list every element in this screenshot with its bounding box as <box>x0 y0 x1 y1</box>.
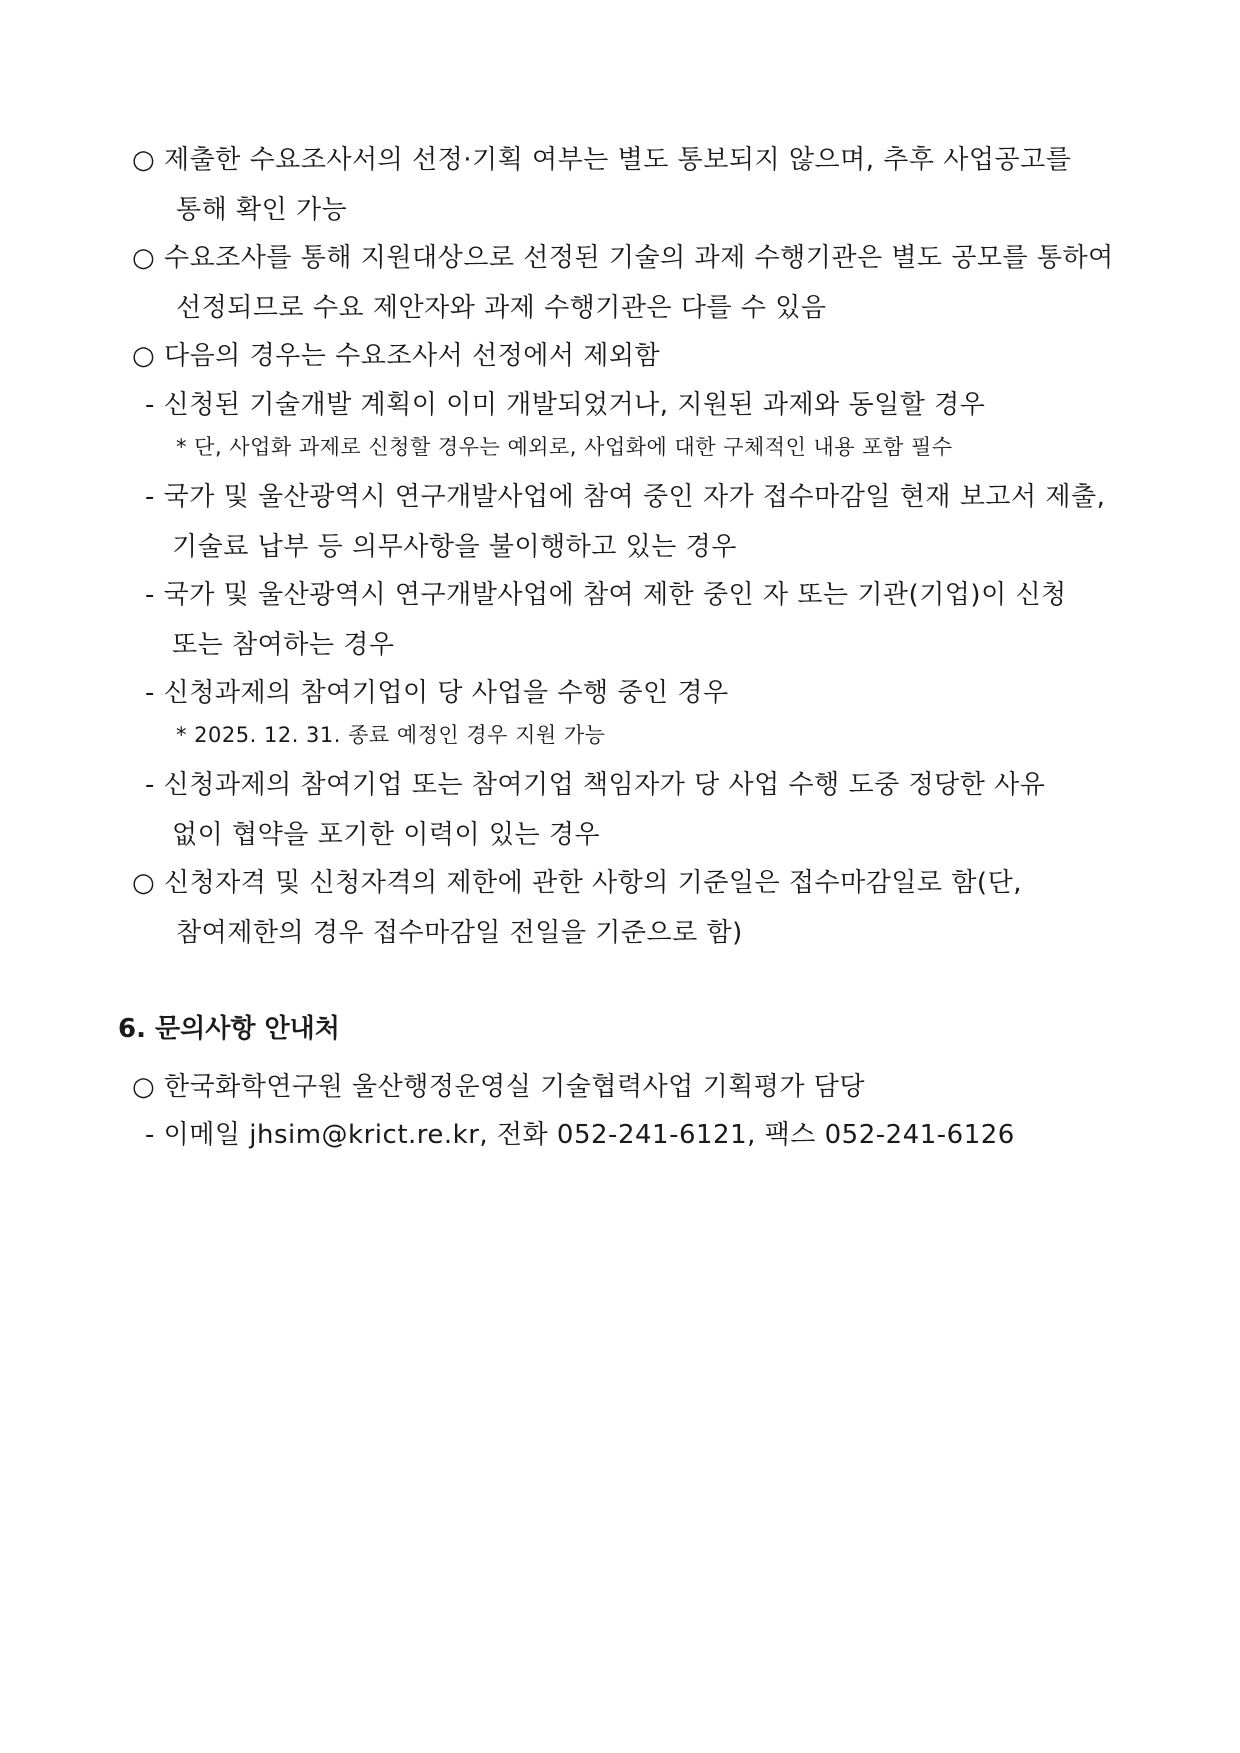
exclusion-item <box>145 760 1045 860</box>
section-heading: 6. 문의사항 안내처 <box>118 1014 340 1044</box>
contact-organization <box>132 1062 865 1112</box>
notice-line: 참여제한의 경우 접수마감일 전일을 기준으로 함) <box>176 918 743 948</box>
exclusion-item <box>145 380 985 430</box>
exclusion-line: - 신청과제의 참여기업 또는 참여기업 책임자가 당 사업 수행 도중 정당한 사유 <box>145 770 1046 800</box>
exclusion-line: 또는 참여하는 경우 <box>172 630 395 660</box>
exclusion-line: 없이 협약을 포기한 이력이 있는 경우 <box>172 820 601 850</box>
contact-detail-line: - 이메일 jhsim@krict.re.kr, 전화 052-241-6121, 팩스 052-241-6126 <box>145 1120 1015 1150</box>
notice-line: ○ 수요조사를 통해 지원대상으로 선정된 기술의 과제 수행기관은 별도 공모를 통하여 <box>132 243 1114 273</box>
exclusion-note <box>176 714 605 756</box>
notice-line: 선정되므로 수요 제안자와 과제 수행기관은 다를 수 있음 <box>176 293 827 323</box>
exclusion-line: - 국가 및 울산광역시 연구개발사업에 참여 중인 자가 접수마감일 현재 보고서 제출, <box>145 482 1106 512</box>
exclusion-note <box>176 426 953 468</box>
exclusion-line: - 신청된 기술개발 계획이 이미 개발되었거나, 지원된 과제와 동일할 경우 <box>145 390 986 420</box>
notice-line: ○ 다음의 경우는 수요조사서 선정에서 제외함 <box>132 341 661 371</box>
notice-line: ○ 신청자격 및 신청자격의 제한에 관한 사항의 기준일은 접수마감일로 함(단, <box>132 868 1022 898</box>
notice-line: 통해 확인 가능 <box>176 195 348 225</box>
notice-item-selection-result <box>132 135 1071 235</box>
exclusion-item <box>145 668 729 718</box>
exclusion-line: - 국가 및 울산광역시 연구개발사업에 참여 제한 중인 자 또는 기관(기업)이 신청 <box>145 580 1067 610</box>
exclusion-item <box>145 570 1067 670</box>
notice-item-performing-institution <box>132 233 1114 333</box>
contact-org-line: ○ 한국화학연구원 울산행정운영실 기술협력사업 기획평가 담당 <box>132 1072 866 1102</box>
exclusion-line: - 신청과제의 참여기업이 당 사업을 수행 중인 경우 <box>145 678 729 708</box>
notice-item-criteria-date <box>132 858 1022 958</box>
exclusion-line: 기술료 납부 등 의무사항을 불이행하고 있는 경우 <box>172 532 737 562</box>
notice-line: ○ 제출한 수요조사서의 선정·기획 여부는 별도 통보되지 않으며, 추후 사업공고를 <box>132 145 1072 175</box>
exclusion-item <box>145 472 1105 572</box>
note-line: * 2025. 12. 31. 종료 예정인 경우 지원 가능 <box>176 723 606 747</box>
note-line: * 단, 사업화 과제로 신청할 경우는 예외로, 사업화에 대한 구체적인 내용 포함 필수 <box>176 435 953 459</box>
contact-details <box>145 1110 1015 1160</box>
notice-item-exclusion-header <box>132 331 660 381</box>
